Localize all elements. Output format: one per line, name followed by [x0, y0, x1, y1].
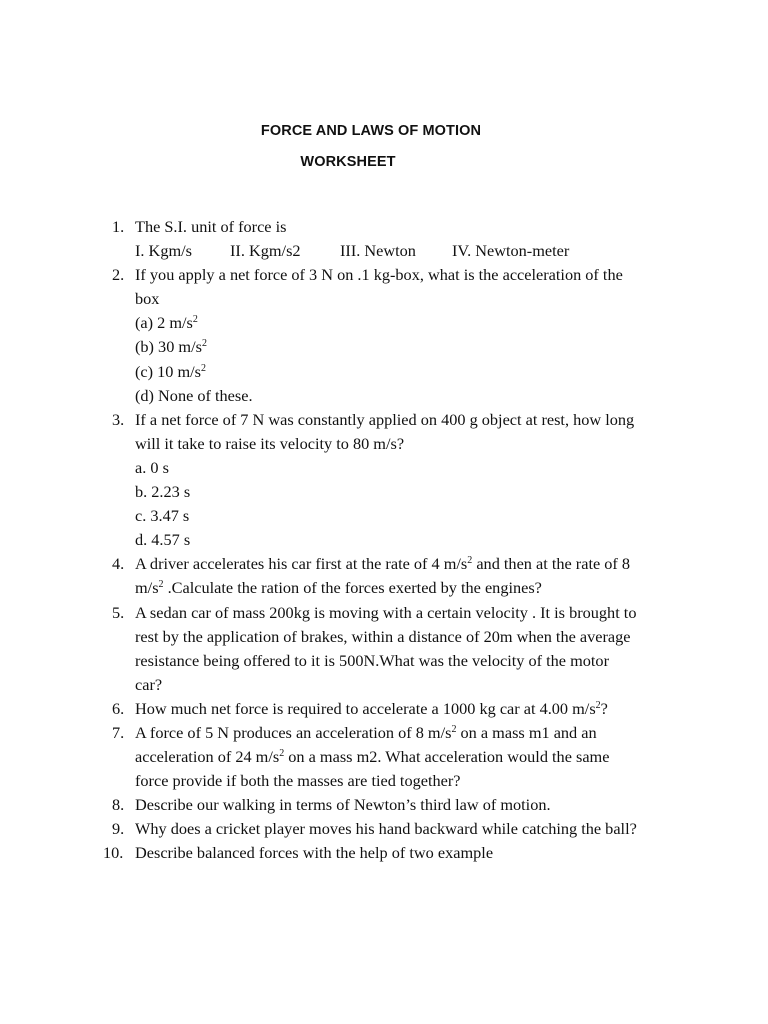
question-number: 10. — [103, 843, 124, 863]
option-b: b. 2.23 s — [135, 482, 191, 502]
superscript: 2 — [595, 699, 601, 711]
question-text: Describe our walking in terms of Newton’s third law of motion. — [135, 795, 551, 815]
question-4 — [112, 552, 692, 600]
option-c: (c) 10 $m/s^2$ — [135, 361, 207, 381]
question-text-line-2: rest by the application of brakes, within a distance of 20m when the average — [135, 626, 631, 646]
question-text-line-3: resistance being offered to it is 500N.What was the velocity of the motor — [135, 650, 609, 670]
question-number: 5. — [112, 602, 125, 622]
question-number: 3. — [112, 409, 125, 429]
question-text-line-2: $m/s^2$ .Calculate the ration of the forces exerted by the engines? — [135, 578, 542, 598]
option-c: c. 3.47 s — [135, 506, 190, 526]
answer-options — [135, 239, 692, 263]
option-a: (a) 2 $m/s^2$ — [135, 313, 198, 333]
superscript: 2 — [201, 338, 207, 350]
question-1 — [112, 215, 692, 263]
question-text-line-4: car? — [135, 674, 163, 694]
question-text-line-2: acceleration of 24 $m/s^2$ on a mass m2. What acceleration would the same — [135, 747, 610, 767]
superscript: 2 — [279, 748, 285, 760]
option-d: d. 4.57 s — [135, 530, 191, 550]
question-number: 6. — [112, 698, 125, 718]
option-3: III. Newton — [340, 241, 416, 261]
question-number: 1. — [112, 217, 125, 236]
question-list — [103, 215, 692, 866]
question-text-line-2: will it take to raise its velocity to 80 m/s? — [135, 433, 405, 453]
option-b: (b) 30 $m/s^2$ — [135, 337, 207, 357]
question-8 — [112, 793, 692, 817]
question-number: 8. — [112, 795, 125, 815]
question-text: How much net force is required to accelerate a 1000 kg car at 4.00 $m/s^2$? — [135, 698, 608, 718]
option-a: a. 0 s — [135, 457, 169, 477]
question-number: 7. — [112, 722, 125, 742]
question-number: 2. — [112, 265, 125, 285]
question-10 — [103, 841, 692, 865]
question-3 — [112, 408, 692, 553]
worksheet-title: FORCE AND LAWS OF MOTION — [260, 123, 482, 139]
question-5 — [112, 601, 692, 697]
question-text: Describe balanced forces with the help of two example — [135, 843, 494, 863]
option-d: (d) None of these. — [135, 385, 253, 405]
superscript: 2 — [192, 314, 198, 326]
question-text-line-2: box — [135, 289, 160, 309]
question-number: 4. — [112, 554, 125, 574]
superscript: 2 — [467, 555, 473, 567]
question-number: 9. — [112, 819, 125, 839]
question-2 — [112, 263, 692, 408]
question-text-line-1: A sedan car of mass 200kg is moving with a certain velocity . It is brought to — [135, 602, 637, 622]
worksheet-subtitle: WORKSHEET — [300, 154, 396, 170]
option-4: IV. Newton-meter — [452, 241, 570, 261]
superscript: 2 — [201, 362, 207, 374]
question-7 — [112, 721, 692, 793]
question-text: Why does a cricket player moves his hand backward while catching the ball? — [135, 819, 637, 839]
option-1: I. Kgm/s — [135, 241, 192, 261]
superscript: 2 — [158, 579, 164, 591]
question-text-line-1: If you apply a net force of 3 N on .1 kg-box, what is the acceleration of the — [135, 265, 623, 285]
question-text-line-1: A force of 5 N produces an acceleration of 8 $m/s^2$ on a mass m1 and an — [135, 722, 597, 742]
question-text-line-3: force provide if both the masses are tied together? — [135, 771, 461, 791]
question-text-line-1: A driver accelerates his car first at the rate of 4 $m/s^2$ and then at the rate of 8 — [135, 554, 631, 574]
question-9 — [112, 817, 692, 841]
superscript: 2 — [451, 723, 457, 735]
question-text-line-1: If a net force of 7 N was constantly applied on 400 g object at rest, how long — [135, 409, 635, 429]
question-6 — [112, 697, 692, 721]
question-text: The S.I. unit of force is — [135, 217, 287, 236]
option-2: II. Kgm/s2 — [230, 241, 301, 261]
